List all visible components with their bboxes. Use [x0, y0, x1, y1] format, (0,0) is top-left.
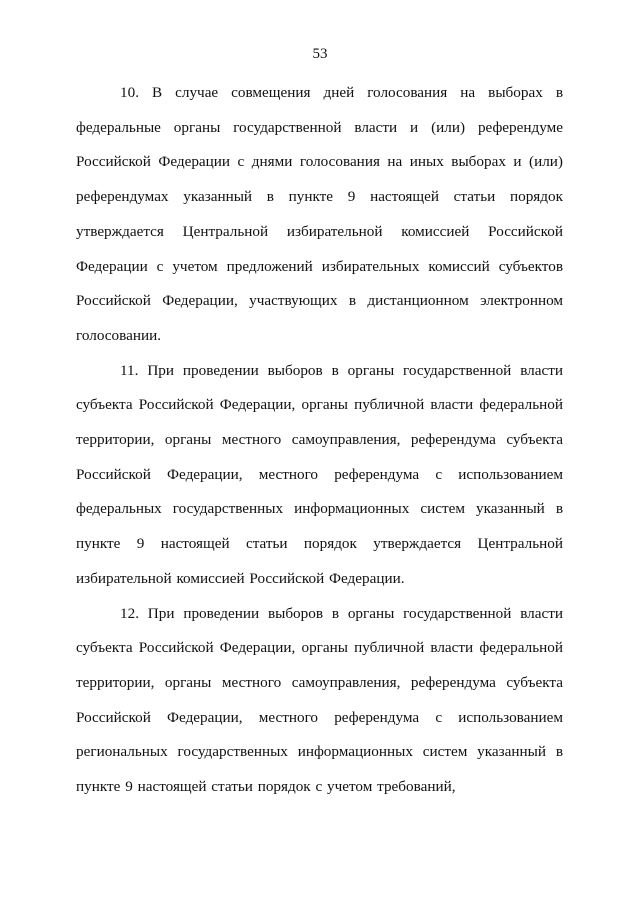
document-body [76, 76, 563, 805]
paragraph-11: 11. При проведении выборов в органы государственной власти субъекта Российской Федерации, органы публичной власти федеральной территории, органы местного самоуправления, референдума субъекта Российской Федерации, местного референдума с использованием федеральных государственных информационных систем указанный в пункте 9 настоящей статьи порядок утверждается Центральной избирательной комиссией Российской Федерации. [76, 361, 563, 587]
page-number: 53 [312, 46, 328, 62]
paragraph-12: 12. При проведении выборов в органы государственной власти субъекта Российской Федерации, органы публичной власти федеральной территории, органы местного самоуправления, референдума субъекта Российской Федерации, местного референдума с использованием региональных государственных информационных систем указанный в пункте 9 настоящей статьи порядок с учетом требований, [76, 604, 563, 796]
paragraph-10: 10. В случае совмещения дней голосования на выборах в федеральные органы государственной власти и (или) референдуме Российской Федерации с днями голосования на иных выборах и (или) референдумах указанный в пункте 9 настоящей статьи порядок утверждается Центральной избирательной комиссией Российской Федерации с учетом предложений избирательных комиссий субъектов Российской Федерации, участвующих в дистанционном электронном голосовании. [76, 84, 563, 344]
